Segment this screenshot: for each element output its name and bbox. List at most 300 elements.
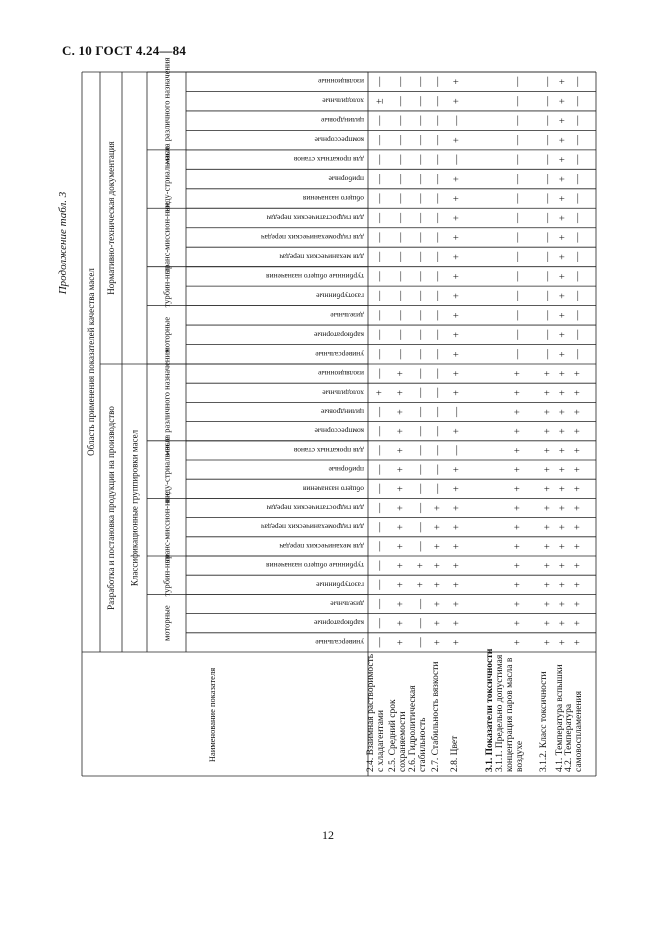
cell-mark: — — [374, 426, 386, 437]
ntd-subcolumn-label: газотурбинные — [316, 291, 364, 301]
cell-mark: + — [557, 505, 569, 511]
cell-mark: — — [512, 232, 524, 243]
cell-mark: — — [395, 154, 407, 165]
table-continuation-label: Продолжение табл. 3 — [57, 191, 69, 295]
cell-mark: — — [512, 154, 524, 165]
cell-mark: — — [395, 96, 407, 107]
cell-mark: — — [451, 445, 463, 456]
cell-mark: — — [374, 503, 386, 513]
cell-mark: + — [395, 505, 407, 511]
cell-mark: — — [512, 174, 524, 185]
production-subcolumn-label: карбюраторные — [314, 618, 364, 628]
cell-mark: — — [542, 232, 554, 243]
cell-mark: — — [374, 251, 386, 262]
cell-mark: + — [451, 389, 463, 396]
cell-mark: — — [432, 387, 444, 398]
cell-mark: — — [415, 407, 427, 417]
cell-mark: + — [542, 639, 554, 646]
cell-mark: — — [572, 290, 584, 301]
cell-mark: + — [557, 176, 569, 182]
cell-mark: — — [395, 251, 407, 262]
cell-mark: + — [557, 639, 569, 646]
cell-mark: + — [557, 447, 569, 454]
cell-mark: + — [512, 428, 524, 435]
cell-mark: — — [415, 483, 427, 494]
cell-mark: + — [572, 485, 584, 492]
page-header: С. 10 ГОСТ 4.24—84 — [62, 43, 187, 58]
cell-mark: + — [542, 485, 554, 492]
cell-mark: — — [572, 251, 584, 262]
cell-mark: — — [572, 213, 584, 223]
cell-mark: — — [415, 503, 427, 513]
production-subcolumn-label: турбинные общего назначения — [266, 561, 364, 571]
cell-mark: — — [432, 368, 444, 379]
cell-mark: + — [451, 312, 463, 319]
cell-mark: + — [432, 562, 444, 569]
cell-mark: + — [512, 581, 524, 588]
cell-mark: — — [542, 310, 554, 321]
indicator-header: Наименование показателя — [207, 667, 217, 763]
cell-mark: — — [415, 232, 427, 243]
cell-mark: + — [451, 562, 463, 569]
cell-mark: + — [572, 505, 584, 511]
cell-mark: — — [512, 135, 524, 146]
cell-mark: — — [451, 154, 463, 165]
cell-mark: — — [542, 251, 554, 262]
ntd-subcolumn-label: турбинные общего назначения — [266, 271, 364, 281]
cell-mark: — — [572, 310, 584, 321]
cell-mark: — — [415, 368, 427, 379]
cell-mark: + — [557, 331, 569, 338]
cell-mark: — — [572, 349, 584, 360]
cell-mark: + — [432, 524, 444, 531]
cell-mark: + — [557, 195, 569, 202]
cell-mark: — — [374, 290, 386, 301]
cell-mark: + — [572, 409, 584, 415]
cell-mark: + — [542, 389, 554, 396]
cell-mark: + — [542, 581, 554, 588]
production-group-label: транс-миссион-ные — [161, 491, 172, 563]
cell-mark: + — [557, 312, 569, 319]
production-subcolumn-label: компрессорные — [314, 426, 364, 436]
cell-mark: + — [557, 137, 569, 143]
cell-mark: — — [542, 193, 554, 204]
production-group-label: турбин-ные — [161, 554, 172, 597]
ntd-subcolumn-label: цилиндровые — [320, 116, 364, 126]
cell-mark: — — [572, 232, 584, 243]
cell-mark: + — [451, 137, 463, 143]
cell-mark: + — [557, 98, 569, 105]
production-header: Разработка и постановка продукции на производство — [106, 406, 116, 610]
production-subcolumn-label: газотурбинные — [316, 580, 364, 590]
cell-mark: + — [542, 505, 554, 511]
cell-mark: — — [432, 154, 444, 165]
cell-mark: — — [542, 271, 554, 282]
cell-mark: + — [395, 447, 407, 454]
cell-mark: — — [415, 464, 427, 475]
classification-header: Классификационные группировки масел — [129, 429, 140, 587]
cell-mark: — — [415, 96, 427, 107]
cell-mark: — — [374, 154, 386, 165]
cell-mark: + — [542, 543, 554, 550]
cell-mark: + — [572, 543, 584, 550]
ntd-subcolumn-label: общего назначения — [302, 194, 364, 204]
cell-mark: + — [572, 524, 584, 531]
cell-mark: + — [451, 620, 463, 627]
cell-mark: — — [374, 579, 386, 590]
cell-mark: — — [572, 271, 584, 282]
cell-mark: + — [557, 273, 569, 280]
cell-mark: — — [542, 76, 554, 87]
cell-mark: + — [557, 466, 569, 473]
row-label: 4.1. Температура вспышки — [555, 664, 565, 772]
production-group-label: масла различного назначения — [161, 349, 172, 456]
row-label: 3.1.2. Класс токсичности — [539, 671, 549, 772]
row-label: воздухе — [515, 740, 525, 772]
cell-mark: — — [512, 271, 524, 282]
cell-mark: — — [542, 349, 554, 360]
cell-mark: — — [542, 290, 554, 301]
cell-mark: — — [415, 445, 427, 456]
cell-mark: + — [512, 409, 524, 415]
cell-mark: + — [451, 331, 463, 338]
cell-mark: + — [451, 273, 463, 280]
cell-mark: + — [451, 195, 463, 202]
cell-mark: — — [432, 310, 444, 321]
cell-mark: — — [415, 251, 427, 262]
cell-mark: + — [432, 620, 444, 627]
ntd-subcolumn-label: приборные — [328, 174, 364, 184]
cell-mark: + — [374, 389, 386, 396]
cell-mark: — — [374, 135, 386, 146]
cell-mark: — — [415, 329, 427, 340]
cell-mark: — — [374, 483, 386, 494]
cell-mark: + — [512, 447, 524, 454]
cell-mark: + — [432, 505, 444, 511]
ntd-subcolumn-label: для механических передач — [279, 252, 364, 262]
cell-mark: + — [572, 428, 584, 435]
cell-mark: + — [557, 409, 569, 415]
cell-mark: + — [542, 562, 554, 569]
cell-mark: + — [557, 485, 569, 492]
cell-mark: — — [542, 174, 554, 185]
cell-mark: + — [542, 466, 554, 473]
cell-mark: — — [432, 232, 444, 243]
area-header: Область применения показателей качества масел — [86, 268, 96, 456]
cell-mark: — — [374, 541, 386, 552]
cell-mark: + — [542, 428, 554, 435]
cell-mark: — — [415, 115, 427, 126]
cell-mark: — — [415, 154, 427, 165]
cell-mark: — — [432, 464, 444, 475]
production-subcolumn-label: для прокатных станов — [293, 445, 364, 455]
ntd-group-label: моторные — [161, 316, 172, 353]
production-subcolumn-label: общего назначения — [302, 484, 364, 494]
cell-mark: — — [415, 522, 427, 533]
cell-mark: + — [395, 466, 407, 473]
cell-mark: + — [395, 639, 407, 646]
production-subcolumn-label: для механических передач — [279, 541, 364, 551]
cell-mark: — — [374, 349, 386, 360]
cell-mark: + — [451, 254, 463, 260]
production-subcolumn-label: универсальные — [315, 637, 364, 647]
row-label: самовоспламенения — [574, 690, 584, 772]
cell-mark: — — [572, 96, 584, 107]
cell-mark: + — [512, 370, 524, 377]
cell-mark: — — [432, 483, 444, 494]
cell-mark: + — [557, 620, 569, 627]
cell-mark: + — [572, 370, 584, 377]
cell-mark: ± — [374, 98, 386, 104]
cell-mark: — — [395, 76, 407, 87]
cell-mark: — — [512, 290, 524, 301]
cell-mark: — — [512, 76, 524, 87]
cell-mark: — — [395, 174, 407, 185]
cell-mark: + — [395, 543, 407, 550]
cell-mark: + — [512, 562, 524, 569]
cell-mark: + — [451, 428, 463, 435]
production-subcolumn-label: изоляционные — [318, 369, 364, 379]
cell-mark: — — [374, 599, 386, 609]
row-label: концентрация паров масла в — [505, 657, 515, 772]
row-label: 2.5. Средний срок — [388, 699, 398, 772]
production-subcolumn-label: для гидростатических передач — [266, 503, 364, 513]
row-label: сохраняемости — [398, 711, 408, 772]
cell-mark: + — [542, 447, 554, 454]
cell-mark: + — [451, 601, 463, 607]
cell-mark: + — [395, 620, 407, 627]
cell-mark: — — [395, 232, 407, 243]
cell-mark: + — [557, 215, 569, 221]
cell-mark: — — [432, 271, 444, 282]
cell-mark: + — [572, 620, 584, 627]
cell-mark: — — [542, 135, 554, 146]
cell-mark: — — [432, 349, 444, 360]
cell-mark: — — [374, 407, 386, 417]
cell-mark: — — [395, 329, 407, 340]
ntd-group-label: турбин-ные — [161, 264, 172, 308]
cell-mark: — — [374, 76, 386, 87]
cell-mark: — — [374, 560, 386, 571]
cell-mark: — — [432, 193, 444, 204]
cell-mark: + — [451, 176, 463, 182]
cell-mark: + — [572, 601, 584, 607]
cell-mark: + — [542, 370, 554, 377]
cell-mark: — — [374, 193, 386, 204]
cell-mark: — — [395, 135, 407, 146]
cell-mark: + — [557, 351, 569, 358]
cell-mark: + — [572, 581, 584, 588]
cell-mark: + — [557, 254, 569, 260]
cell-mark: — — [572, 115, 584, 126]
page-number: 12 — [322, 828, 334, 842]
cell-mark: + — [542, 409, 554, 415]
cell-mark: — — [415, 387, 427, 398]
cell-mark: + — [395, 409, 407, 415]
cell-mark: — — [542, 115, 554, 126]
cell-mark: — — [415, 637, 427, 648]
cell-mark: + — [557, 581, 569, 588]
cell-mark: — — [415, 135, 427, 146]
cell-mark: — — [415, 213, 427, 223]
cell-mark: + — [557, 389, 569, 396]
cell-mark: + — [451, 351, 463, 358]
cell-mark: — — [432, 96, 444, 107]
cell-mark: + — [451, 543, 463, 550]
cell-mark: + — [512, 543, 524, 550]
cell-mark: — — [374, 464, 386, 475]
cell-mark: — — [374, 271, 386, 282]
cell-mark: — — [512, 329, 524, 340]
cell-mark: — — [572, 76, 584, 87]
cell-mark: — — [415, 310, 427, 321]
cell-mark: + — [557, 234, 569, 241]
cell-mark: + — [395, 485, 407, 492]
production-group-label: инду-стриаль-ные — [161, 436, 172, 503]
cell-mark: — — [415, 349, 427, 360]
cell-mark: — — [395, 193, 407, 204]
cell-mark: + — [512, 601, 524, 607]
cell-mark: + — [557, 524, 569, 531]
cell-mark: — — [572, 154, 584, 165]
cell-mark: + — [557, 117, 569, 124]
ntd-subcolumn-label: дизельные — [330, 310, 364, 320]
cell-mark: + — [512, 639, 524, 646]
cell-mark: — — [432, 251, 444, 262]
production-subcolumn-label: дизельные — [330, 599, 364, 609]
cell-mark: + — [557, 370, 569, 377]
cell-mark: + — [572, 466, 584, 473]
cell-mark: + — [451, 505, 463, 511]
cell-mark: + — [557, 543, 569, 550]
cell-mark: — — [415, 426, 427, 437]
cell-mark: — — [542, 213, 554, 223]
ntd-subcolumn-label: универсальные — [315, 349, 364, 359]
cell-mark: — — [542, 154, 554, 165]
cell-mark: — — [374, 174, 386, 185]
cell-mark: + — [395, 562, 407, 569]
cell-mark: + — [451, 370, 463, 377]
cell-mark: + — [451, 466, 463, 473]
cell-mark: + — [432, 543, 444, 550]
cell-mark: + — [512, 524, 524, 531]
cell-mark: — — [572, 193, 584, 204]
cell-mark: — — [432, 76, 444, 87]
cell-mark: — — [451, 115, 463, 126]
cell-mark: — — [432, 445, 444, 456]
cell-mark: — — [415, 76, 427, 87]
cell-mark: + — [512, 505, 524, 511]
cell-mark: + — [432, 601, 444, 607]
ntd-subcolumn-label: карбюраторные — [314, 330, 364, 340]
cell-mark: — — [395, 271, 407, 282]
cell-mark: — — [374, 232, 386, 243]
ntd-subcolumn-label: холодильные — [322, 96, 364, 106]
cell-mark: + — [557, 78, 569, 85]
cell-mark: + — [572, 447, 584, 454]
cell-mark: + — [451, 78, 463, 85]
cell-mark: — — [415, 290, 427, 301]
cell-mark: — — [432, 426, 444, 437]
cell-mark: — — [432, 115, 444, 126]
cell-mark: + — [512, 485, 524, 492]
cell-mark: — — [542, 329, 554, 340]
cell-mark: — — [415, 599, 427, 609]
cell-mark: — — [432, 329, 444, 340]
ntd-subcolumn-label: компрессорные — [314, 135, 364, 145]
cell-mark: — — [432, 290, 444, 301]
production-subcolumn-label: приборные — [328, 465, 364, 475]
cell-mark: — — [395, 310, 407, 321]
cell-mark: — — [432, 213, 444, 223]
cell-mark: — — [374, 618, 386, 629]
cell-mark: + — [557, 156, 569, 163]
cell-mark: — — [512, 115, 524, 126]
cell-mark: — — [415, 541, 427, 552]
cell-mark: + — [542, 601, 554, 607]
cell-mark: — — [512, 251, 524, 262]
cell-mark: + — [395, 389, 407, 396]
cell-mark: + — [542, 524, 554, 531]
cell-mark: — — [415, 271, 427, 282]
cell-mark: — — [572, 329, 584, 340]
cell-mark: + — [451, 215, 463, 221]
cell-mark: — — [374, 368, 386, 379]
cell-mark: + — [451, 293, 463, 299]
cell-mark: — — [512, 310, 524, 321]
cell-mark: + — [432, 581, 444, 588]
cell-mark: — — [415, 618, 427, 629]
cell-mark: — — [374, 522, 386, 533]
cell-mark: + — [451, 581, 463, 588]
ntd-group-label: транс-миссион-ные — [161, 202, 172, 273]
ntd-subcolumn-label: для прокатных станов — [293, 155, 364, 165]
cell-mark: — — [512, 349, 524, 360]
cell-mark: — — [395, 115, 407, 126]
cell-mark: + — [572, 389, 584, 396]
cell-mark: — — [432, 135, 444, 146]
cell-mark: — — [512, 193, 524, 204]
cell-mark: — — [395, 290, 407, 301]
cell-mark: + — [415, 562, 427, 569]
cell-mark: — — [374, 445, 386, 456]
cell-mark: + — [512, 389, 524, 396]
cell-mark: + — [512, 620, 524, 627]
cell-mark: + — [395, 524, 407, 531]
cell-mark: + — [512, 466, 524, 473]
cell-mark: — — [512, 213, 524, 223]
cell-mark: — — [374, 329, 386, 340]
cell-mark: + — [395, 370, 407, 377]
cell-mark: — — [432, 407, 444, 417]
cell-mark: + — [415, 581, 427, 588]
cell-mark: + — [557, 428, 569, 435]
cell-mark: + — [451, 234, 463, 241]
cell-mark: — — [395, 213, 407, 223]
cell-mark: — — [374, 637, 386, 648]
row-label: 2.8. Цвет — [450, 735, 460, 772]
ntd-header: Нормативно-техническая документация — [106, 141, 116, 295]
cell-mark: — — [395, 349, 407, 360]
production-subcolumn-label: для гидромеханических передач — [261, 522, 364, 532]
cell-mark: + — [572, 562, 584, 569]
cell-mark: — — [415, 193, 427, 204]
cell-mark: + — [432, 639, 444, 646]
row-label: 2.7. Стабильность вязкости — [431, 661, 441, 772]
cell-mark: — — [542, 96, 554, 107]
cell-mark: — — [374, 115, 386, 126]
production-subcolumn-label: цилиндровые — [320, 407, 364, 417]
